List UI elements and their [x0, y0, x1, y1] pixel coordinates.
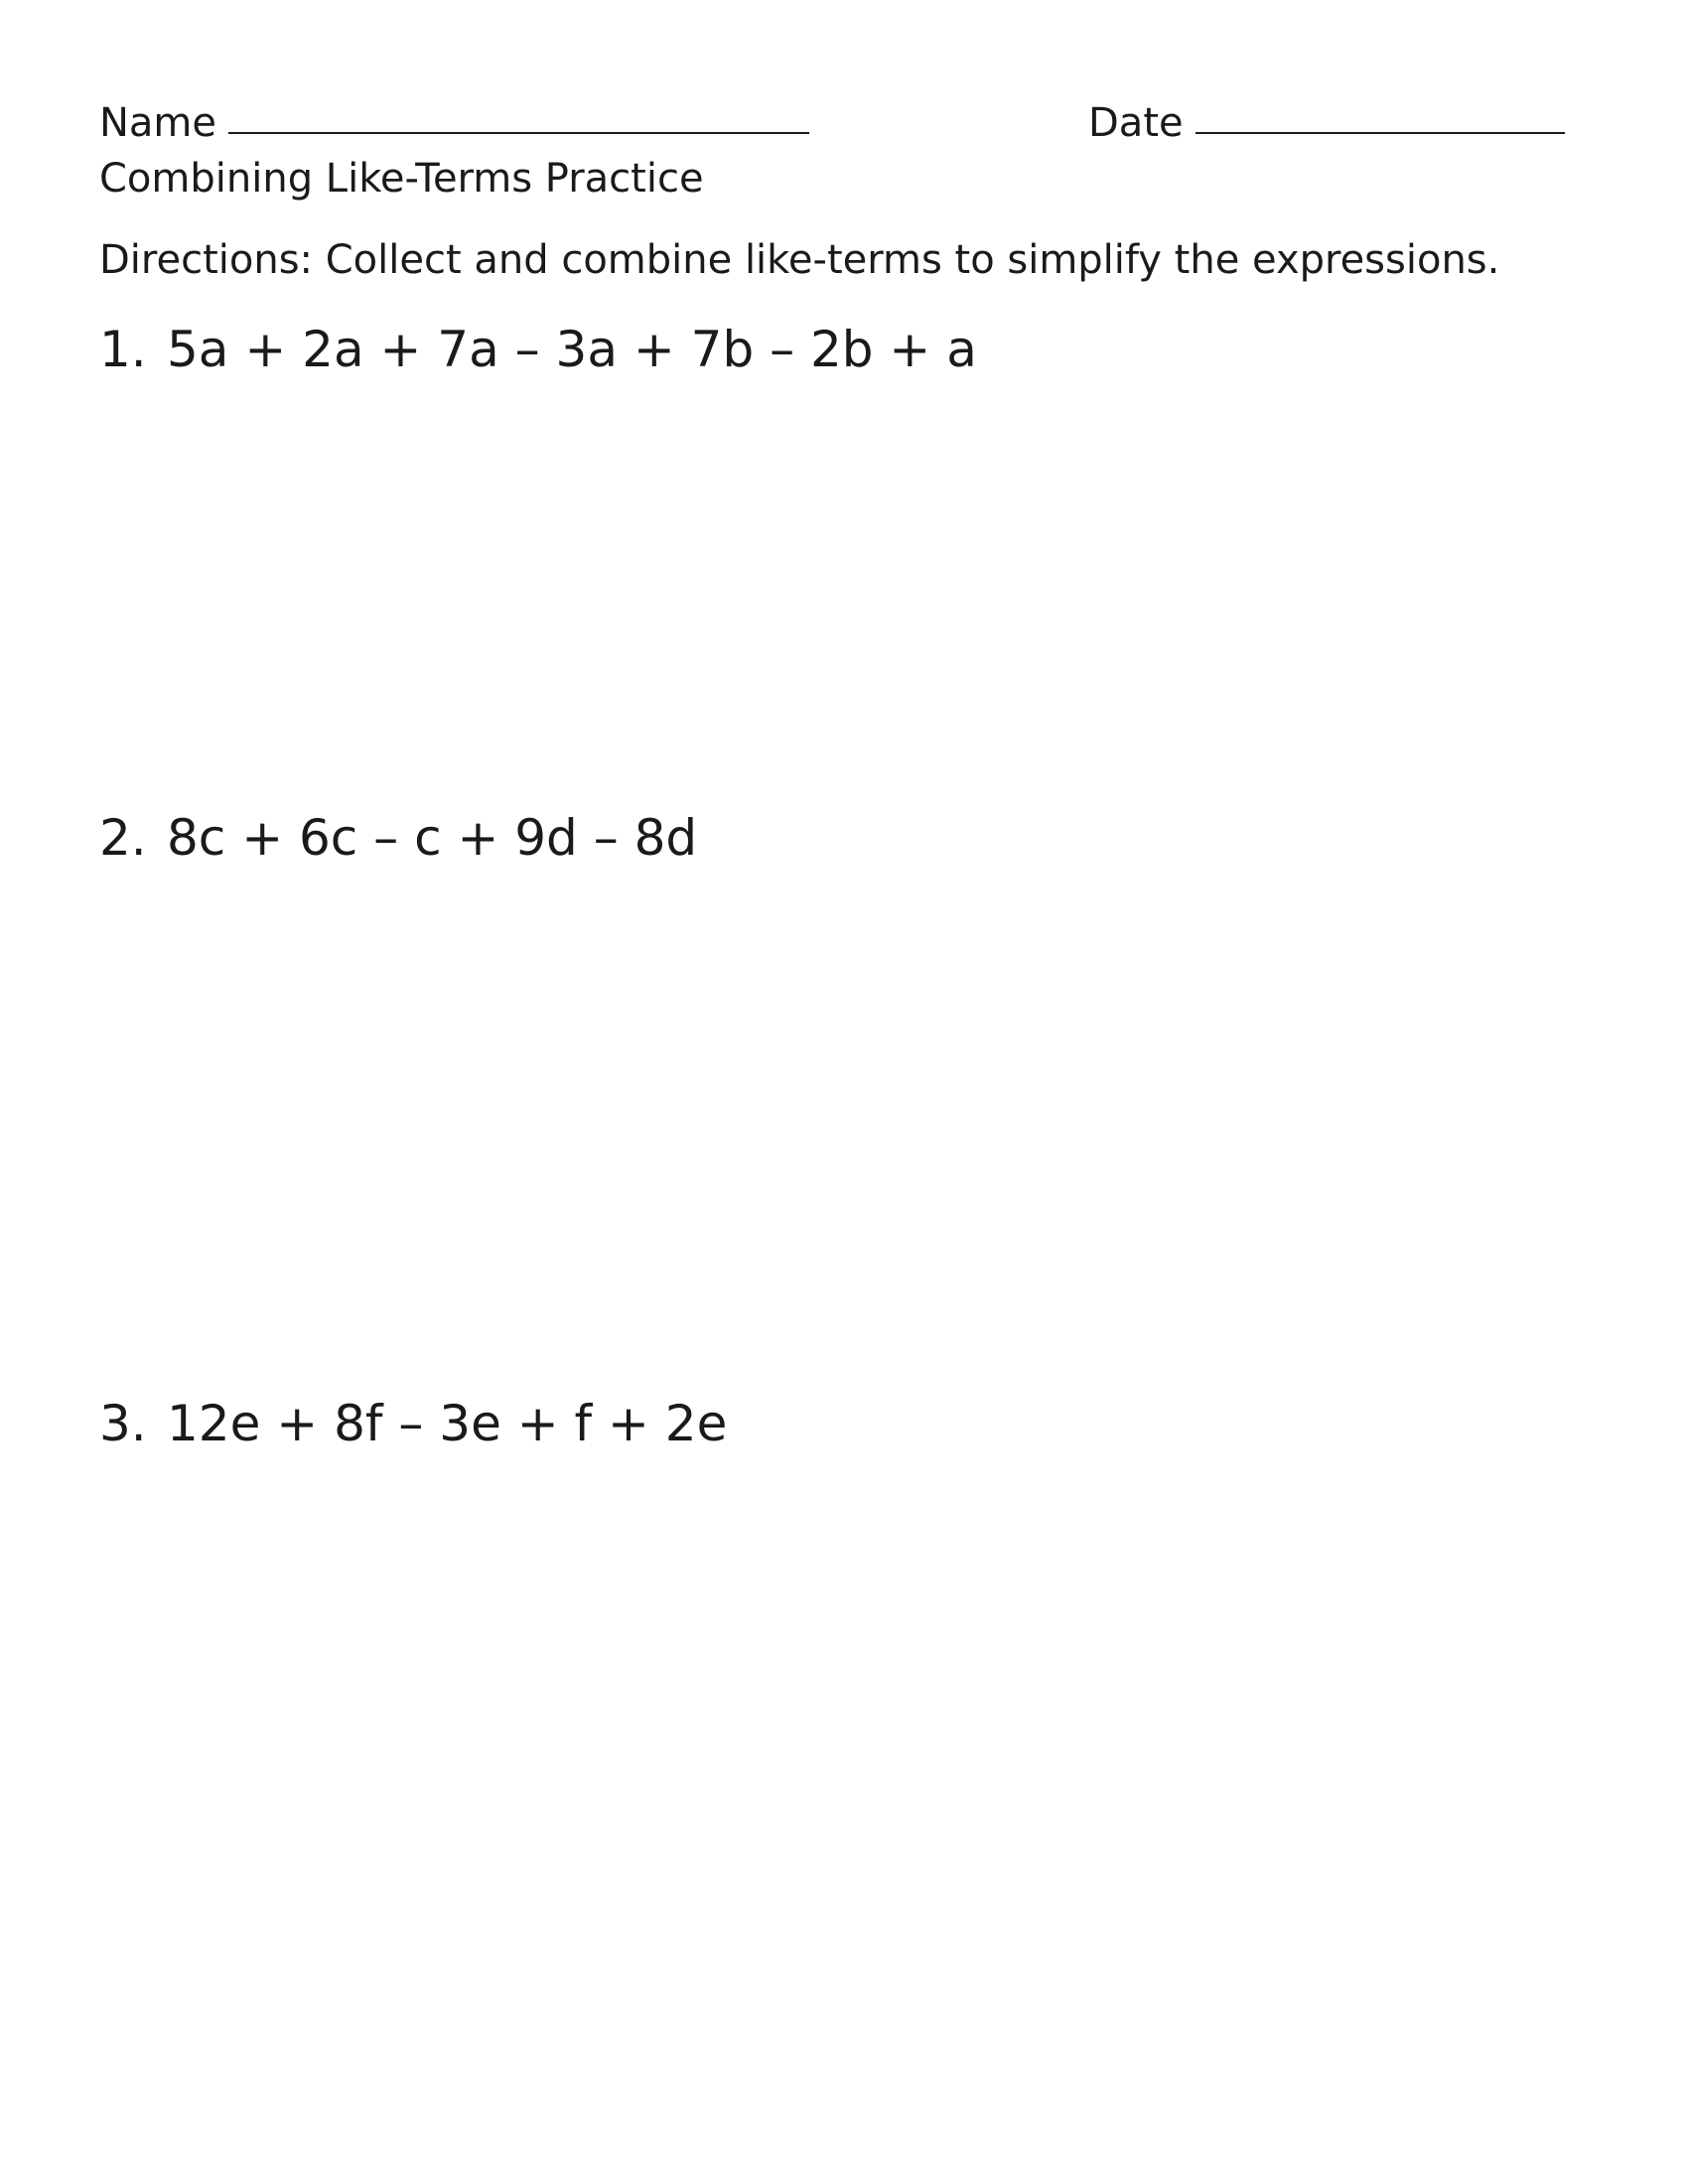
problem-number: 2. [99, 809, 147, 867]
date-blank-line[interactable] [1196, 131, 1565, 134]
name-blank-line[interactable] [228, 131, 809, 134]
directions-text: Directions: Collect and combine like-terms to simplify the expressions. [99, 237, 1500, 283]
problem-number: 1. [99, 321, 147, 378]
problem-item [99, 806, 697, 870]
name-label: Name [99, 100, 217, 146]
problem-item [99, 318, 977, 381]
header-row [99, 97, 1569, 149]
problem-expression: 12e + 8f – 3e + f + 2e [167, 1395, 728, 1452]
problem-item [99, 1392, 727, 1455]
name-field [99, 97, 809, 149]
worksheet-title: Combining Like-Terms Practice [99, 156, 704, 202]
problem-number: 3. [99, 1395, 147, 1452]
date-label: Date [1088, 100, 1184, 146]
date-field [1088, 97, 1565, 149]
problem-expression: 8c + 6c – c + 9d – 8d [167, 809, 698, 867]
problem-expression: 5a + 2a + 7a – 3a + 7b – 2b + a [167, 321, 977, 378]
